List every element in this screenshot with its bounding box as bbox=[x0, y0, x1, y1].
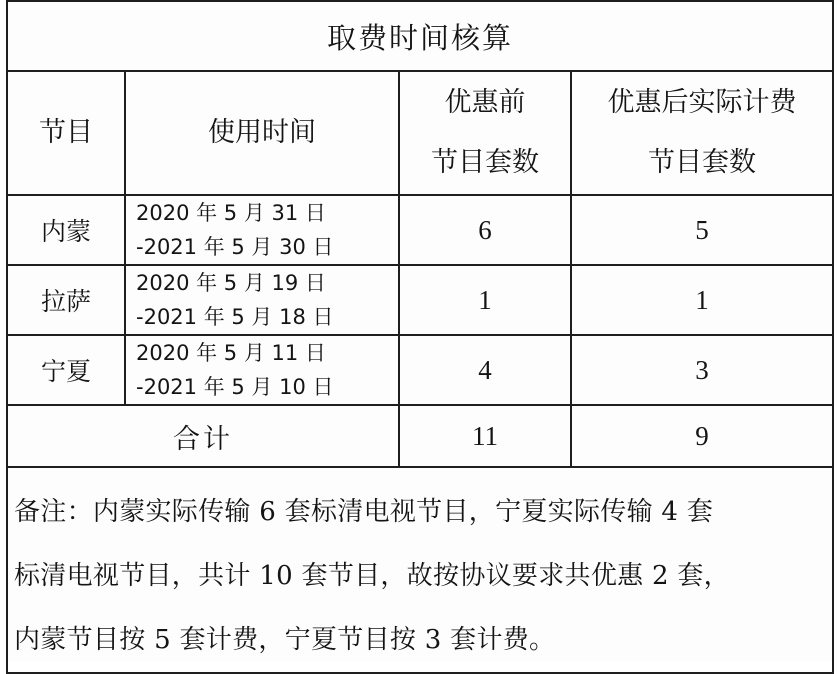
row-period-end: -2021 年 5 月 18 日 bbox=[136, 305, 334, 329]
row-period-start: 2020 年 5 月 11 日 bbox=[136, 341, 326, 365]
fee-time-table bbox=[6, 0, 834, 674]
row-period bbox=[125, 195, 399, 265]
note-line-3: 内蒙节目按 5 套计费，宁夏节目按 3 套计费。 bbox=[14, 625, 556, 655]
row-before-count: 1 bbox=[399, 265, 571, 335]
note-line-1: 备注：内蒙实际传输 6 套标清电视节目，宁夏实际传输 4 套 bbox=[14, 497, 714, 527]
row-program-name: 宁夏 bbox=[7, 335, 125, 405]
total-row bbox=[7, 405, 833, 467]
header-before-line1: 优惠前 bbox=[444, 87, 526, 118]
table-row bbox=[7, 265, 833, 335]
header-period: 使用时间 bbox=[125, 71, 399, 195]
note-cell bbox=[7, 467, 833, 673]
header-after-line2: 节目套数 bbox=[648, 147, 756, 178]
row-period bbox=[125, 265, 399, 335]
note-line-2: 标清电视节目，共计 10 套节目，故按协议要求共优惠 2 套， bbox=[14, 561, 730, 591]
note-row bbox=[7, 467, 833, 673]
header-before-discount bbox=[399, 71, 571, 195]
table-row bbox=[7, 195, 833, 265]
row-after-count: 3 bbox=[571, 335, 833, 405]
row-program-name: 内蒙 bbox=[7, 195, 125, 265]
row-period-start: 2020 年 5 月 19 日 bbox=[136, 271, 326, 295]
row-period-start: 2020 年 5 月 31 日 bbox=[136, 201, 326, 225]
total-after-count: 9 bbox=[571, 405, 833, 467]
row-after-count: 5 bbox=[571, 195, 833, 265]
table-title: 取费时间核算 bbox=[7, 1, 833, 71]
table-row bbox=[7, 335, 833, 405]
row-after-count: 1 bbox=[571, 265, 833, 335]
total-before-count: 11 bbox=[399, 405, 571, 467]
header-after-line1: 优惠后实际计费 bbox=[607, 87, 797, 118]
header-program: 节目 bbox=[7, 71, 125, 195]
document-page bbox=[6, 0, 832, 662]
title-row bbox=[7, 1, 833, 71]
row-period-end: -2021 年 5 月 30 日 bbox=[136, 235, 334, 259]
header-row bbox=[7, 71, 833, 195]
header-before-line2: 节目套数 bbox=[431, 147, 539, 178]
header-after-discount bbox=[571, 71, 833, 195]
row-period-end: -2021 年 5 月 10 日 bbox=[136, 375, 334, 399]
row-before-count: 6 bbox=[399, 195, 571, 265]
row-period bbox=[125, 335, 399, 405]
row-program-name: 拉萨 bbox=[7, 265, 125, 335]
row-before-count: 4 bbox=[399, 335, 571, 405]
total-label: 合计 bbox=[7, 405, 399, 467]
